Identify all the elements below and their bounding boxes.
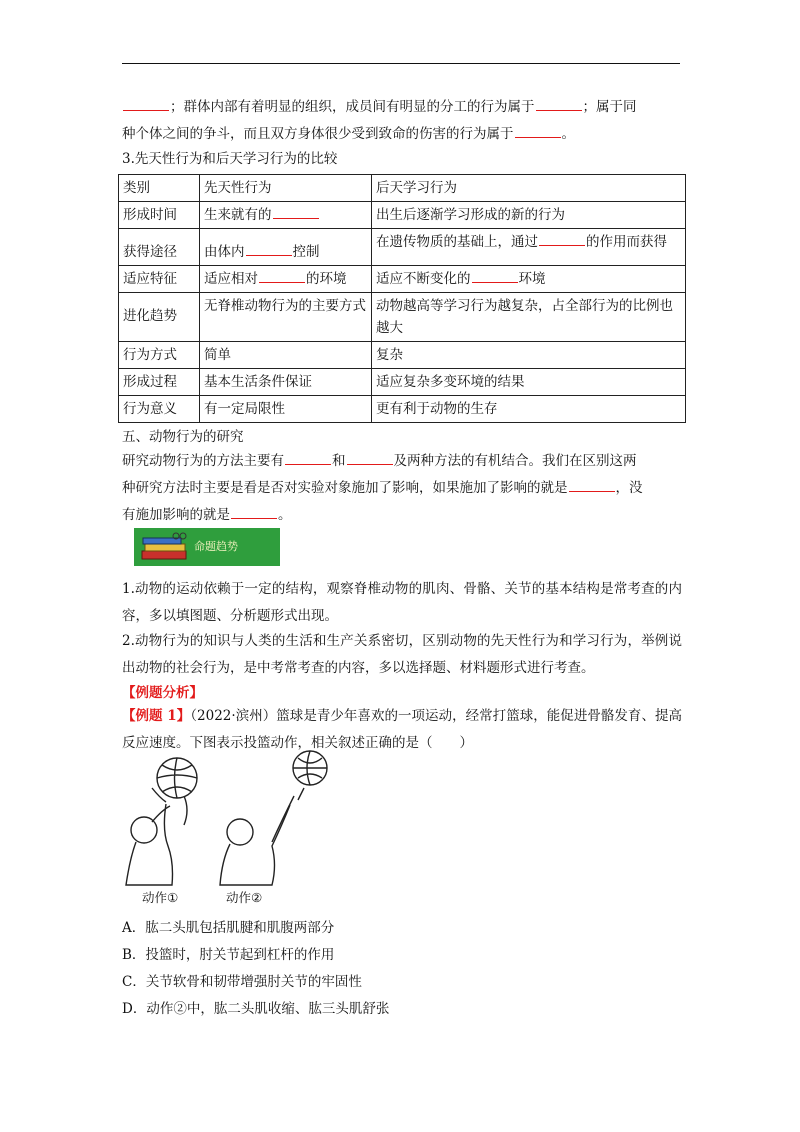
fill-blank[interactable] bbox=[347, 451, 393, 465]
fill-blank[interactable] bbox=[536, 97, 582, 111]
fill-blank[interactable] bbox=[569, 478, 615, 492]
innate-cell: 由体内 控制 bbox=[200, 229, 372, 266]
fill-blank[interactable] bbox=[231, 505, 277, 519]
banner-label: 命题趋势 bbox=[194, 540, 238, 553]
table-header-cell: 后天学习行为 bbox=[372, 175, 686, 202]
caption-action-1: 动作① bbox=[142, 890, 179, 905]
fill-blank[interactable] bbox=[285, 451, 331, 465]
row-category: 适应特征 bbox=[119, 266, 200, 293]
fill-blank[interactable] bbox=[273, 205, 319, 219]
learned-cell: 更有利于动物的生存 bbox=[372, 396, 686, 423]
action-2-drawing bbox=[220, 751, 327, 885]
table-header-row bbox=[119, 175, 686, 202]
innate-cell: 基本生活条件保证 bbox=[200, 369, 372, 396]
fill-blank[interactable] bbox=[123, 97, 169, 111]
fill-blank[interactable] bbox=[515, 124, 561, 138]
intro-paragraph: ；群体内部有着明显的组织，成员间有明显的分工的行为属于 ；属于同 种个体之间的争斗，而且双方身体很少受到致命的伤害的行为属于 。 bbox=[122, 99, 637, 142]
row-category: 行为方式 bbox=[119, 342, 200, 369]
caption-action-2: 动作② bbox=[226, 890, 263, 905]
table-row bbox=[119, 293, 686, 342]
innate-cell: 生来就有的 bbox=[200, 202, 372, 229]
learned-cell: 动物越高等学习行为越复杂，占全部行为的比例也越大 bbox=[372, 293, 686, 342]
header-rule bbox=[122, 63, 680, 64]
comparison-table bbox=[118, 174, 686, 423]
table-header-cell: 类别 bbox=[119, 175, 200, 202]
row-category: 形成时间 bbox=[119, 202, 200, 229]
table-row bbox=[119, 369, 686, 396]
trend-paragraph-2: 2.动物行为的知识与人类的生活和生产关系密切，区别动物的先天性行为和学习行为，举例说出动物的社会行为，是中考常考查的内容，多以选择题、材料题形式进行考查。 bbox=[122, 633, 682, 676]
table-row bbox=[119, 202, 686, 229]
learned-cell: 在遗传物质的基础上，通过 的作用而获得 bbox=[372, 229, 686, 266]
row-category: 行为意义 bbox=[119, 396, 200, 423]
table-row bbox=[119, 342, 686, 369]
section5-paragraph: 研究动物行为的方法主要有 和 及两种方法的有机结合。我们在区别这两 种研究方法时主要是看是否对实验对象施加了影响，如果施加了影响的就是 ，没 有施加影响的就是 。 bbox=[122, 453, 643, 523]
option-b[interactable]: B．投篮时，肘关节起到杠杆的作用 bbox=[122, 947, 335, 963]
option-c[interactable]: C．关节软骨和韧带增强肘关节的牢固性 bbox=[122, 974, 362, 990]
row-category: 获得途径 bbox=[119, 229, 200, 266]
learned-cell: 出生后逐渐学习形成的新的行为 bbox=[372, 202, 686, 229]
fill-blank[interactable] bbox=[259, 269, 305, 283]
example-1-stem: 【例题 1】（2022·滨州）篮球是青少年喜欢的一项运动，经常打篮球，能促进骨骼发育、提高反应速度。下图表示投篮动作，相关叙述正确的是（ ） bbox=[122, 708, 682, 751]
basketball-figure bbox=[122, 750, 352, 910]
fill-blank[interactable] bbox=[246, 242, 292, 256]
innate-cell: 有一定局限性 bbox=[200, 396, 372, 423]
innate-cell: 适应相对 的环境 bbox=[200, 266, 372, 293]
table-row bbox=[119, 396, 686, 423]
section3-title: 3.先天性行为和后天学习行为的比较 bbox=[122, 151, 338, 167]
option-d[interactable]: D．动作②中，肱二头肌收缩、肱三头肌舒张 bbox=[122, 1001, 390, 1017]
books-icon bbox=[140, 532, 190, 562]
learned-cell: 适应复杂多变环境的结果 bbox=[372, 369, 686, 396]
action-1-drawing bbox=[126, 758, 197, 885]
learned-cell: 适应不断变化的 环境 bbox=[372, 266, 686, 293]
row-category: 形成过程 bbox=[119, 369, 200, 396]
table-row bbox=[119, 229, 686, 266]
example-heading: 【例题分析】 bbox=[122, 685, 203, 701]
fill-blank[interactable] bbox=[472, 269, 518, 283]
fill-blank[interactable] bbox=[539, 232, 585, 246]
innate-cell: 无脊椎动物行为的主要方式 bbox=[200, 293, 372, 342]
row-category: 进化趋势 bbox=[119, 293, 200, 342]
example-label: 【例题 1】 bbox=[122, 708, 191, 724]
section5-title: 五、动物行为的研究 bbox=[122, 429, 244, 445]
innate-cell: 简单 bbox=[200, 342, 372, 369]
table-row bbox=[119, 266, 686, 293]
learned-cell: 复杂 bbox=[372, 342, 686, 369]
trend-banner bbox=[134, 528, 280, 566]
trend-paragraph-1: 1.动物的运动依赖于一定的结构，观察脊椎动物的肌肉、骨骼、关节的基本结构是常考查的内容，多以填图题、分析题形式出现。 bbox=[122, 581, 682, 624]
option-a[interactable]: A．肱二头肌包括肌腱和肌腹两部分 bbox=[122, 920, 335, 936]
table-header-cell: 先天性行为 bbox=[200, 175, 372, 202]
